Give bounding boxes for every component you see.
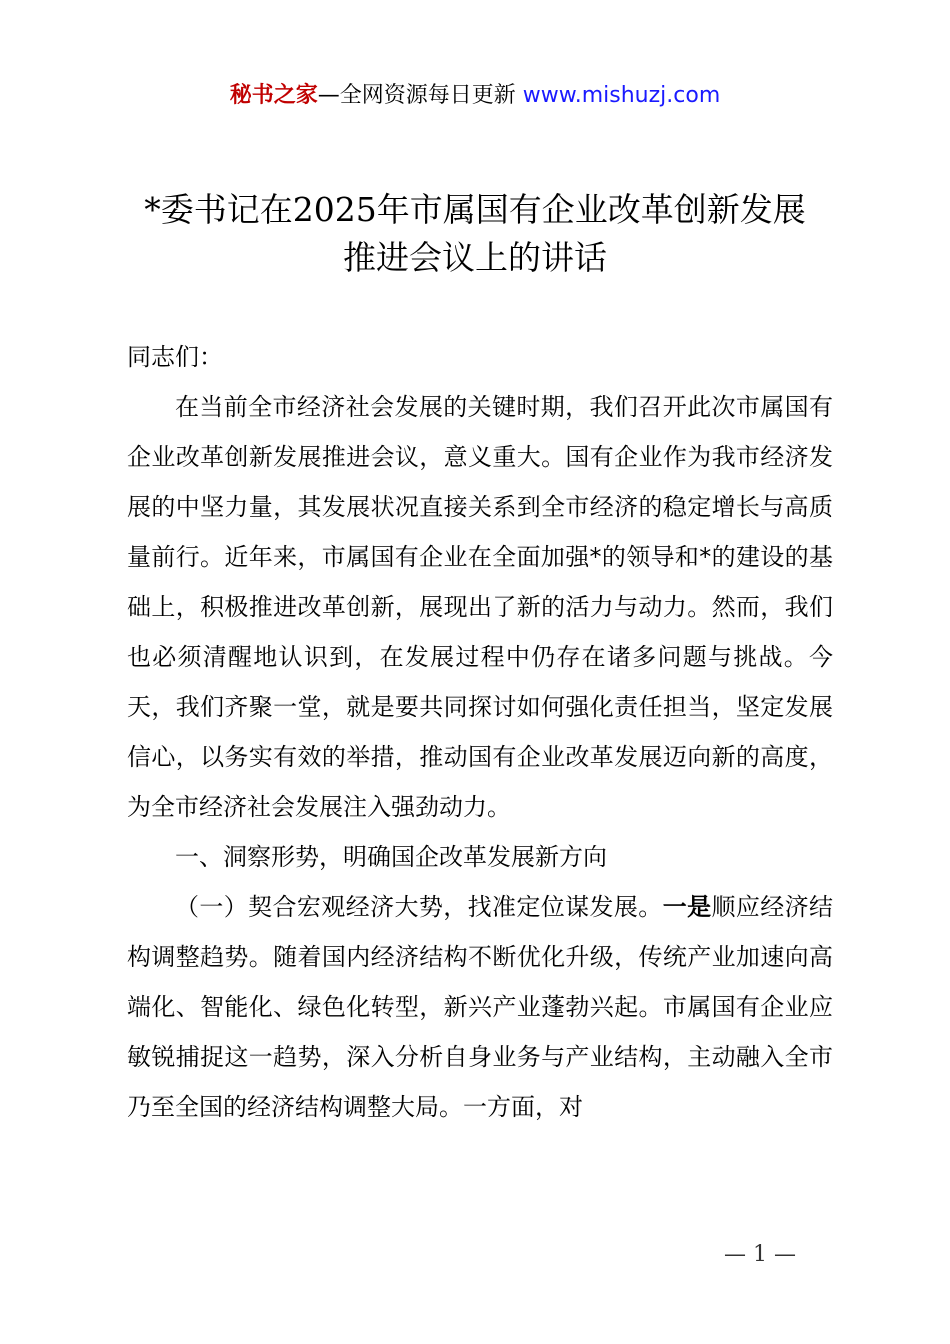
site-header bbox=[0, 80, 950, 112]
document-title bbox=[60, 186, 890, 282]
page-number: — 1 — bbox=[724, 1242, 796, 1267]
section-heading-1: 一、洞察形势，明确国企改革发展新方向 bbox=[175, 843, 607, 871]
subsection-intro: （一）契合宏观经济大势，找准定位谋发展。 bbox=[175, 893, 663, 921]
document-body bbox=[127, 332, 833, 1132]
site-slogan: —全网资源每日更新 bbox=[317, 83, 523, 108]
title-line-1: *委书记在2025年市属国有企业改革创新发展 bbox=[144, 190, 806, 229]
site-brand: 秘书之家 bbox=[229, 83, 318, 108]
subsection-paragraph-1 bbox=[127, 882, 833, 1132]
subsection-text: 顺应经济结构调整趋势。随着国内经济结构不断优化升级，传统产业加速向高端化、智能化、绿色化转型，新兴产业蓬勃兴起。市属国有企业应敏锐捕捉这一趋势，深入分析自身业务与产业结构，主动融入全市乃至全国的经济结构调整大局。一方面，对 bbox=[127, 893, 834, 1121]
subsection-lead-term: 一是 bbox=[662, 893, 712, 921]
salutation: 同志们： bbox=[127, 343, 223, 371]
opening-paragraph: 在当前全市经济社会发展的关键时期，我们召开此次市属国有企业改革创新发展推进会议，意义重大。国有企业作为我市经济发展的中坚力量，其发展状况直接关系到全市经济的稳定增长与高质量前行。近年来，市属国有企业在全面加强*的领导和*的建设的基础上，积极推进改革创新，展现出了新的活力与动力。然而，我们也必须清醒地认识到，在发展过程中仍存在诸多问题与挑战。今天，我们齐聚一堂，就是要共同探讨如何强化责任担当，坚定发展信心，以务实有效的举措，推动国有企业改革发展迈向新的高度，为全市经济社会发展注入强劲动力。 bbox=[127, 393, 833, 821]
site-url-link[interactable]: www.mishuzj.com bbox=[522, 83, 721, 108]
title-line-2: 推进会议上的讲话 bbox=[343, 238, 607, 277]
